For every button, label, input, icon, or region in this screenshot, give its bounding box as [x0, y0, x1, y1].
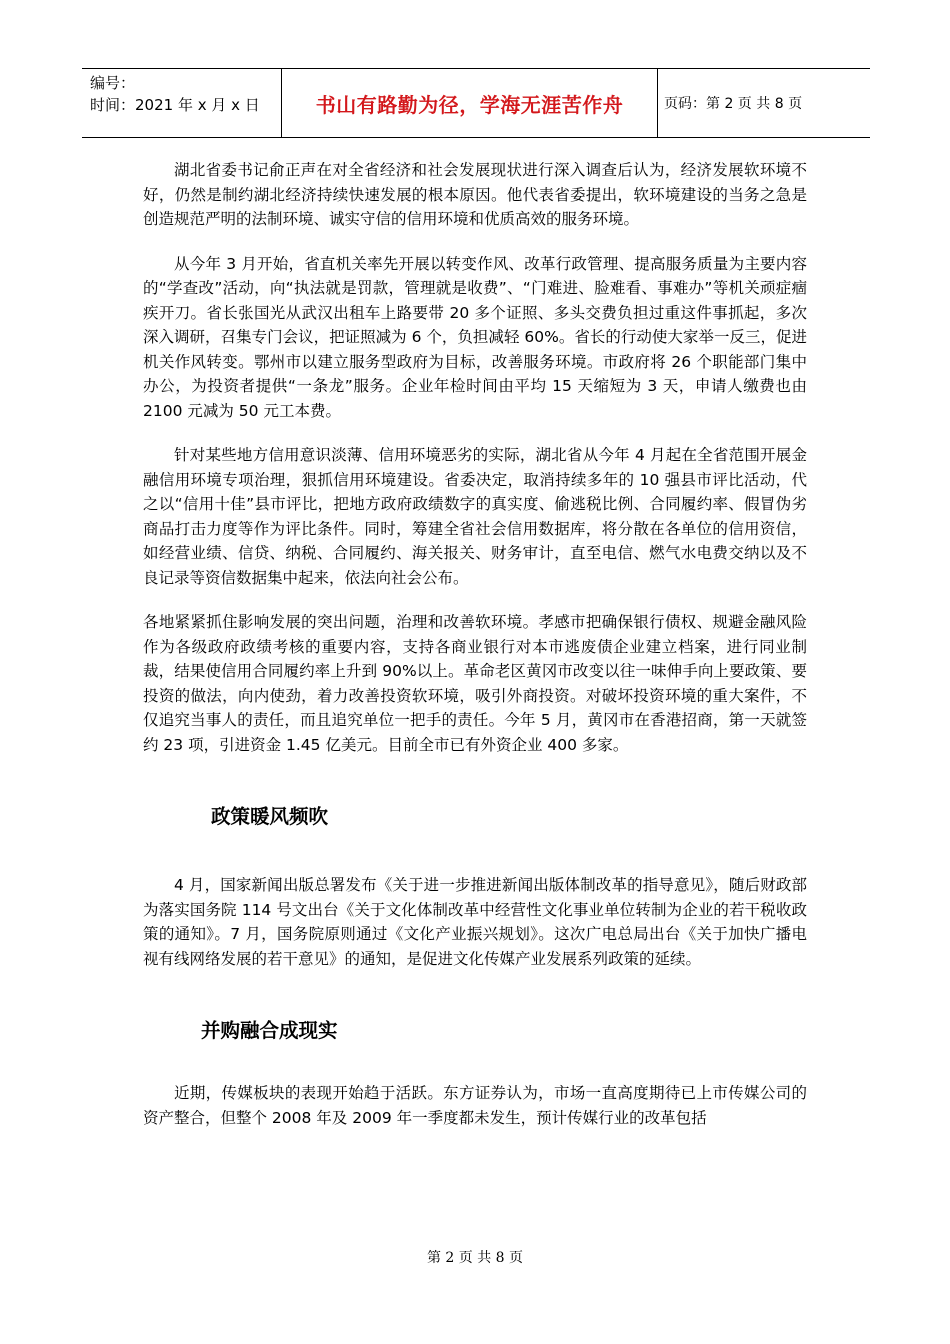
- header-meta: [82, 69, 282, 137]
- paragraph-3: 针对某些地方信用意识淡薄、信用环境恶劣的实际，湖北省从今年 4 月起在全省范围开展金融信用环境专项治理，狠抓信用环境建设。省委决定，取消持续多年的 10 强县市评比活动，代之以“信用十佳”县市评比，把地方政府政绩数字的真实度、偷逃税比例、合同履约率、假冒伪劣商品打击力度等作为评比条件。同时，筹建全省社会信用数据库，将分散在各单位的信用资信，如经营业绩、信贷、纳税、合同履约、海关报关、财务审计，直至电信、燃气水电费交纳以及不良记录等资信数据集中起来，依法向社会公布。: [143, 446, 807, 587]
- document-body: [143, 158, 807, 1130]
- number-label: 编号：: [90, 74, 136, 92]
- header-motto-cell: [282, 69, 658, 137]
- paragraph-4: 各地紧紧抓住影响发展的突出问题，治理和改善软环境。孝感市把确保银行债权、规避金融风险作为各级政府政绩考核的重要内容，支持各商业银行对本市逃废债企业建立档案，进行同业制裁，结果使信用合同履约率上升到 90%以上。革命老区黄冈市改变以往一味伸手向上要政策、要投资的做法，向内使劲，着力改善投资软环境，吸引外商投资。对破坏投资环境的重大案件，不仅追究当事人的责任，而且追究单位一把手的责任。今年 5 月，黄冈市在香港招商，第一天就签约 23 项，引进资金 1.45 亿美元。目前全市已有外资企业 400 多家。: [143, 613, 807, 754]
- date-label: 时间：2021 年 x 月 x 日: [90, 96, 260, 114]
- section-heading-merger: 并购融合成现实: [201, 1019, 338, 1042]
- page-header: [82, 68, 870, 138]
- section-heading-policy: 政策暖风频吹: [211, 805, 329, 828]
- paragraph-1: 湖北省委书记俞正声在对全省经济和社会发展现状进行深入调查后认为，经济发展软环境不好，仍然是制约湖北经济持续快速发展的根本原因。他代表省委提出，软环境建设的当务之急是创造规范严明的法制环境、诚实守信的信用环境和优质高效的服务环境。: [143, 161, 807, 228]
- page-footer: 第 2 页 共 8 页: [426, 1250, 524, 1266]
- header-page-info: 页码：第 2 页 共 8 页: [664, 96, 803, 112]
- motto: 书山有路勤为径，学海无涯苦作舟: [315, 92, 624, 117]
- paragraph-2: 从今年 3 月开始，省直机关率先开展以转变作风、改革行政管理、提高服务质量为主要内容的“学查改”活动，向“执法就是罚款，管理就是收费”、“门难进、脸难看、事难办”等机关顽症痼疾开刀。省长张国光从武汉出租车上路要带 20 多个证照、多头交费负担过重这件事抓起，多次深入调研，召集专门会议，把证照减为 6 个，负担减轻 60%。省长的行动使大家举一反三，促进机关作风转变。鄂州市以建立服务型政府为目标，改善服务环境。市政府将 26 个职能部门集中办公，为投资者提供“一条龙”服务。企业年检时间由平均 15 天缩短为 3 天，申请人缴费也由 2100 元减为 50 元工本费。: [143, 254, 807, 420]
- section-policy-paragraph: 4 月，国家新闻出版总署发布《关于进一步推进新闻出版体制改革的指导意见》，随后财政部为落实国务院 114 号文出台《关于文化体制改革中经营性文化事业单位转制为企业的若干税收政策的通知》。7 月，国务院原则通过《文化产业振兴规划》。这次广电总局出台《关于加快广播电视有线网络发展的若干意见》的通知，是促进文化传媒产业发展系列政策的延续。: [143, 876, 807, 968]
- section-merger-paragraph: 近期，传媒板块的表现开始趋于活跃。东方证券认为，市场一直高度期待已上市传媒公司的资产整合，但整个 2008 年及 2009 年一季度都未发生，预计传媒行业的改革包括: [143, 1084, 807, 1127]
